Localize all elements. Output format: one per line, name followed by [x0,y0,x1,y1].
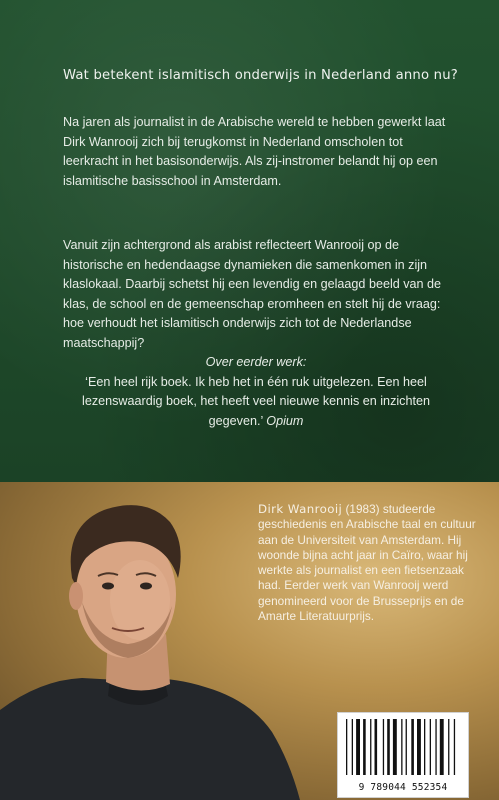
barcode-bar [352,719,353,775]
barcode-bar [448,719,449,775]
tagline: Wat betekent islamitisch onderwijs in Nederland anno nu? [63,68,458,83]
barcode-bar [363,719,366,775]
barcode-bar [424,719,425,775]
author-bio-text: (1983) studeerde geschiedenis en Arabische taal en cultuur aan de Universiteit van Amsterdam. Hij woonde bijna acht jaar in Caïro, waar hij werkte als journalist en een fietsenzaak had. Eerder werk van Wanrooij werd genomineerd voor de Brusseprijs en de Amarte Literatuurprijs. [258,502,476,624]
barcode-bar [370,719,371,775]
author-photo-panel [0,482,499,800]
barcode-bar [346,719,347,775]
quote-source: Opium [266,413,304,428]
barcode-bar [356,719,360,775]
blurb-paragraph-2: Vanuit zijn achtergrond als arabist reflecteert Wanrooij op de historische en hedendaagse dynamieken die samenkomen in zijn klaslokaal. Daarbij schetst hij een levendig en gelaagd beeld van de klas, de school en de gemeenschap eromheen en stelt hij de vraag: hoe verhoudt het islamitisch onderwijs zich tot de Nederlandse maatschappij? [63,238,442,350]
blurb-paragraph-1: Na jaren als journalist in de Arabische wereld te hebben gewerkt laat Dirk Wanrooij zich bij terugkomst in Nederland omscholen tot leerkracht in het basisonderwijs. Als zij-instromer belandt hij op een islamitische basisschool in Amsterdam. [63,115,446,188]
author-name: Dirk Wanrooij [258,502,343,516]
barcode-bar [383,719,384,775]
review-quote [56,353,456,431]
quote-lead: Over eerder werk: [205,355,307,369]
barcode-bar [435,719,436,775]
isbn-digits: 9 789044 552354 [358,782,448,793]
barcode-bar [406,719,407,775]
barcode-bar [401,719,402,775]
barcode-bar [454,719,455,775]
barcode-bar [417,719,421,775]
barcode-bar [375,719,378,775]
isbn-barcode [337,712,469,798]
barcode-bar [411,719,414,775]
barcode-bars [338,713,468,781]
author-bio [258,502,490,624]
barcode-bar [393,719,397,775]
quote-text: ‘Een heel rijk boek. Ik heb het in één ruk uitgelezen. Een heel lezenswaardig boek, het heeft veel nieuwe kennis en inzichten gegeven.’ [82,374,430,428]
barcode-bar [430,719,431,775]
barcode-bar [440,719,444,775]
barcode-bar [387,719,390,775]
